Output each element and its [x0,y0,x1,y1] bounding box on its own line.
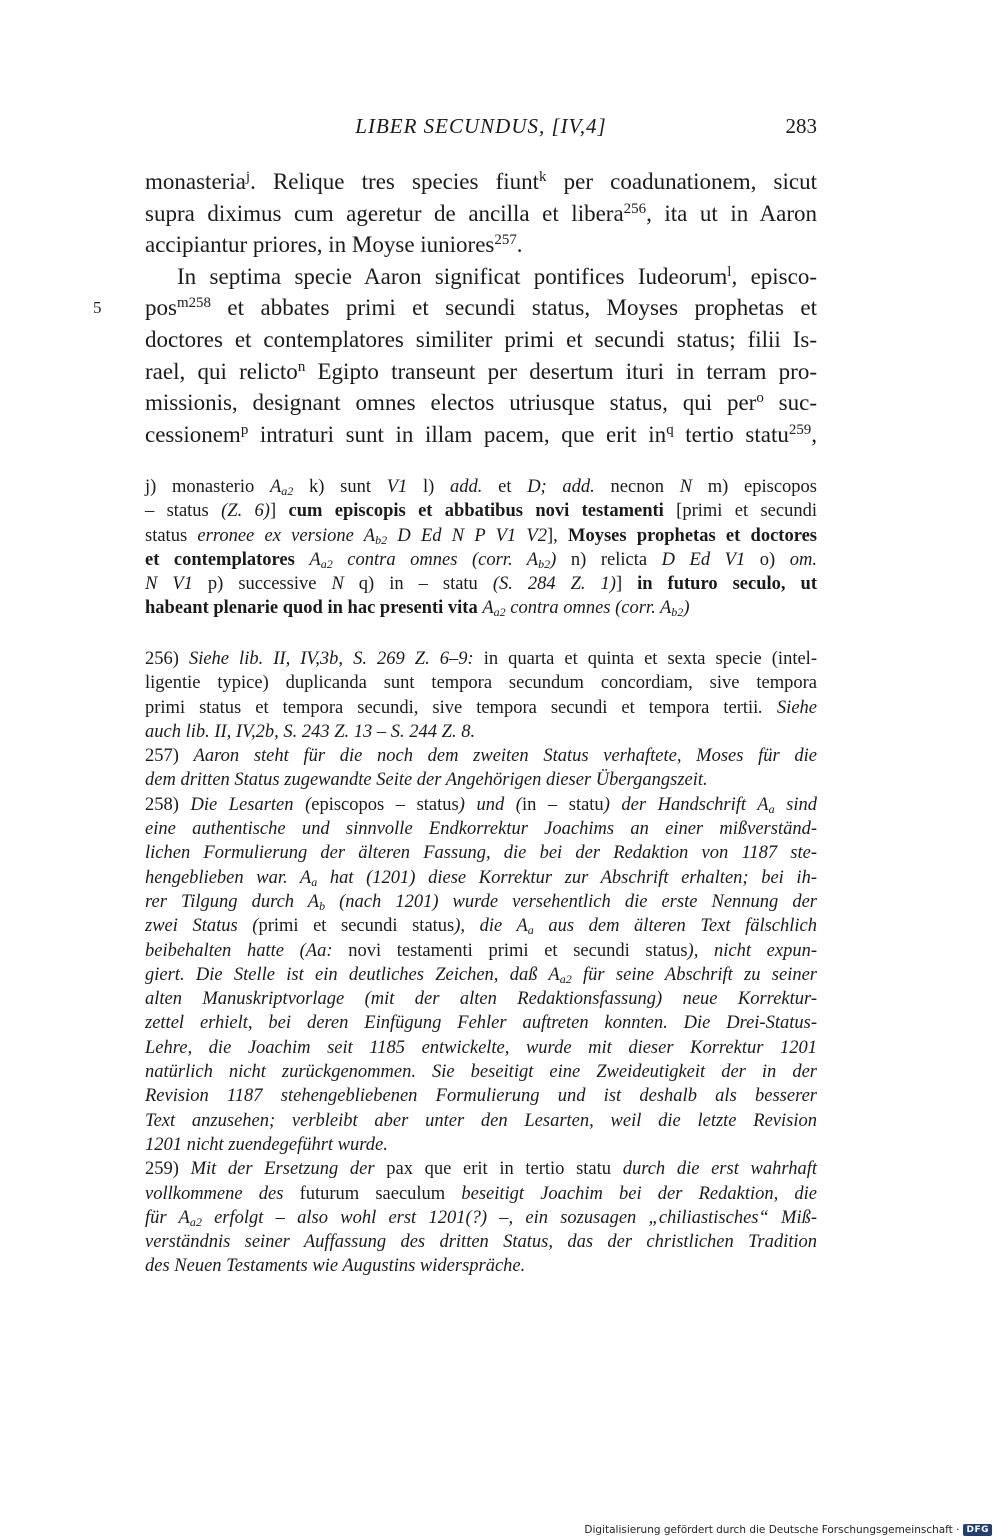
main-text-line [145,229,817,261]
credit-text: Digitalisierung gefördert durch die Deutsche Forschungsgemeinschaft · [584,1524,960,1536]
commentary-line [145,1060,817,1084]
line-number: 5 [93,298,102,317]
text-segment: q [666,421,674,438]
running-title: LIBER SECUNDUS, [IV,4] [355,114,607,138]
text-segment: , ita ut in Aaron [646,200,817,226]
text-segment: j [245,168,251,185]
dfg-logo: DFG [963,1524,992,1536]
text-segment: ], [546,525,569,546]
text-segment: per coadunationem, sicut [546,169,817,194]
text-segment: in futuro seculo, ut [637,574,817,595]
text-segment: 259) [145,1159,191,1180]
text-segment: a2 [189,1214,202,1229]
text-segment: suc- [763,390,817,416]
text-segment: habeant plenarie quod in hac presenti vita [145,598,483,619]
text-segment: futurum saeculum [299,1183,446,1204]
text-segment: supra diximus cum ageretur de ancilla et libera [145,200,624,226]
text-segment: b2 [538,556,551,571]
text-segment: missionis, designant omnes electos utriusque status, qui per [145,390,757,416]
main-text-line [145,419,817,451]
commentary-line [145,647,817,671]
text-segment: a [527,923,534,938]
text-segment: et abbates primi et secundi status, Moyses prophetas et [210,295,817,321]
commentary-line [145,963,817,987]
text-segment: pax que erit in tertio statu [386,1159,612,1180]
text-segment: b2 [375,532,388,547]
commentary-line [145,939,817,963]
text-segment: für seine Abschrift zu seiner [571,964,817,985]
text-segment: contra omnes (corr. A [332,549,539,570]
text-segment: erronee ex versione A [197,525,376,546]
text-segment: A [269,477,282,497]
text-segment: o [756,389,764,406]
text-segment: aus dem älteren Text fälschlich [533,916,818,937]
text-segment: Moyses prophetas et doctores [568,525,817,546]
commentary-line [145,1206,817,1230]
text-segment: ), nicht expun- [687,940,817,961]
commentary-line [145,1157,817,1181]
text-segment: a2 [320,556,333,571]
text-segment: k [539,168,547,185]
text-segment: . [516,232,523,258]
text-segment: monasteria [145,169,246,194]
text-segment: intraturi sunt in illam pacem, que erit in [248,421,667,447]
commentary-line [145,866,817,890]
text-segment: hat (1201) diese Korrektur zur Abschrift erhalten; bei ih- [317,867,817,888]
text-segment: V1 [386,477,408,497]
page-header [145,114,817,144]
text-segment: 257) [145,746,194,767]
commentary-line [145,987,817,1011]
text-segment: pos [145,295,177,321]
text-segment: beseitigt Joachim bei der Redaktion, die [445,1183,817,1204]
text-segment: dem dritten Status zugewandte Seite der Angehörigen dieser Übergangszeit. [145,770,708,791]
text-segment: a [768,801,775,816]
text-segment: et [482,477,528,497]
text-segment: ) und ( [458,794,522,815]
text-segment: ] [615,574,638,595]
text-segment: erfolgt – also wohl erst 1201(?) –, ein sozusagen „chiliastisches“ Miß- [201,1207,817,1228]
text-segment: durch die erst wahrhaft [611,1159,817,1180]
text-segment: k) sunt [293,477,387,497]
text-segment: n) relicta [556,549,662,570]
commentary-line [145,671,817,695]
apparatus-line [145,475,817,499]
text-segment: [primi et secundi [663,501,817,522]
text-segment: Egipto transeunt per desertum ituri in terram pro- [305,358,817,384]
text-segment: necnon [594,477,680,497]
text-segment: , [811,421,817,447]
commentary-line [145,793,817,817]
text-segment: giert. Die Stelle ist ein deutliches Zeichen, daß A [145,964,560,985]
text-segment: sind [774,794,818,815]
text-segment: In septima specie Aaron significat pontifices Iudeorum [177,263,728,289]
text-segment: (nach 1201) wurde versehentlich die erste Nennung der [325,891,817,912]
text-segment: in – statu [521,794,604,815]
text-segment: eine authentische und sinnvolle Endkorrektur Joachims an einer mißverständ- [145,819,817,840]
critical-apparatus [145,475,817,621]
text-segment: D Ed V1 [661,549,746,570]
text-segment: zwei Status ( [145,916,259,937]
commentary-line [145,841,817,865]
text-segment: q) in – statu [343,574,493,595]
text-segment: m258 [176,295,211,312]
text-segment: tertio statu [673,421,789,447]
commentary-line [145,1109,817,1133]
text-segment: in quarta et quinta et sexta specie (intel- [473,649,817,669]
text-segment: Aaron steht für die noch dem zweiten Status verhaftete, Moses für die [193,746,817,767]
commentary-line [145,890,817,914]
text-segment: N [331,574,344,595]
text-segment: add. [450,477,483,497]
commentary-line [145,1084,817,1108]
main-text-line [145,324,817,356]
main-text [145,166,817,450]
text-segment: b2 [671,605,684,620]
text-segment: a [311,874,318,889]
text-segment: N V1 [145,574,193,595]
commentary-line [145,914,817,938]
apparatus-line [145,524,817,548]
text-segment: 258) [145,794,191,815]
commentary-line [145,817,817,841]
text-segment: vollkommene des [145,1183,300,1204]
text-segment: . Relique tres species fiunt [250,169,540,194]
text-segment: a2 [559,971,572,986]
text-segment: ] [269,501,289,522]
text-segment: . Siehe [758,697,817,718]
text-segment: für A [145,1207,190,1228]
apparatus-line [145,499,817,523]
text-segment: auch lib. II, IV,2b, S. 243 Z. 13 – S. 244 Z. 8. [145,721,476,742]
apparatus-line [145,572,817,596]
commentary-line [145,1133,817,1157]
main-text-line [145,198,817,230]
text-segment: contra omnes (corr. A [505,598,672,619]
text-segment: alten Manuskriptvorlage (mit der alten Redaktionsfassung) neue Korrektur- [145,989,817,1010]
text-segment: 257 [494,231,517,248]
main-text-line [145,261,817,293]
text-segment: episcopos – status [311,794,459,815]
apparatus-line [145,596,817,620]
text-segment: beibehalten hatte (Aa: [145,940,349,961]
text-segment: – status [145,501,222,522]
commentary-line [145,720,817,744]
text-segment: rael, qui relicto [145,358,298,384]
text-segment: N [679,477,693,497]
commentary-line [145,1036,817,1060]
text-segment: p [240,421,249,438]
text-segment: hengeblieben war. A [145,867,312,888]
text-segment: primi status et tempora secundi, sive tempora secundi et tempora tertii [145,697,759,718]
text-segment: des Neuen Testaments wie Augustins widerspräche. [145,1256,526,1277]
text-segment: cum episcopis et abbatibus novi testamenti [288,501,664,522]
text-segment: n [297,358,306,375]
text-segment: ) der Handschrift A [603,794,769,815]
text-segment: doctores et contemplatores similiter primi et secundi status; filii Is- [145,326,817,352]
text-segment: j) monasterio [145,477,270,497]
text-segment: novi testamenti primi et secundi status [348,940,688,961]
text-segment: Die Lesarten ( [190,794,312,815]
text-segment: accipiantur priores, in Moyse iuniores [145,232,495,258]
commentary-line [145,1230,817,1254]
commentary-line [145,744,817,768]
text-segment: D Ed N P V1 V2 [387,525,547,546]
text-segment: , episco- [731,263,817,289]
commentary-line [145,1182,817,1206]
text-segment: l [727,263,732,280]
text-segment: ) [683,598,690,619]
commentary-line [145,696,817,720]
text-segment: m) episcopos [692,477,817,497]
text-segment: ) [550,549,557,570]
text-segment: 1201 nicht zuendegeführt wurde. [145,1134,388,1155]
main-text-line [145,166,817,198]
main-text-line [145,292,817,324]
text-segment: 256) [145,649,189,669]
commentary-line [145,768,817,792]
text-segment: rer Tilgung durch A [145,891,320,912]
text-segment: a2 [493,605,506,620]
commentary-notes [145,647,817,1279]
text-segment: A [309,549,321,570]
text-segment: l) [407,477,451,497]
text-segment: Revision 1187 stehengebliebenen Formulierung und ist deshalb als besserer [145,1086,817,1107]
commentary-line [145,1254,817,1278]
commentary-line [145,1011,817,1035]
text-segment: verständnis seiner Auffassung des dritten Status, das der christlichen Tradition [145,1232,817,1253]
text-segment: cessionem [145,421,241,447]
text-segment: Lehre, die Joachim seit 1185 entwickelte, wurde mit dieser Korrektur 1201 [145,1037,817,1058]
text-segment: primi et secundi status [258,916,455,937]
text-segment: et contemplatores [145,549,310,570]
page-number: 283 [785,114,817,138]
text-segment: A [482,598,494,619]
text-segment: D; add. [527,477,595,497]
text-segment: status [145,525,198,546]
text-segment: (S. 284 Z. 1) [492,574,616,595]
text-segment: zettel erhielt, bei deren Einfügung Fehler auftreten konnten. Die Drei-Status- [145,1013,817,1034]
main-text-line [145,356,817,388]
main-text-line [145,387,817,419]
text-segment: o) [745,549,790,570]
text-segment: Siehe lib. II, IV,3b, S. 269 Z. 6–9: [188,649,474,669]
text-segment: b [319,898,326,913]
text-segment: a2 [281,484,294,498]
footer-credit [584,1524,992,1536]
text-segment: ligentie typice) duplicanda sunt tempora secundum concordiam, sive tempora [145,673,817,694]
text-segment: Mit der Ersetzung der [190,1159,387,1180]
text-segment: natürlich nicht zurückgenommen. Sie beseitigt eine Zweideutigkeit der in der [145,1062,817,1083]
text-segment: om. [789,549,818,570]
text-segment: lichen Formulierung der älteren Fassung, die bei der Redaktion von 1187 ste- [145,843,817,864]
text-segment: ), die A [454,916,528,937]
text-segment: p) successive [192,574,332,595]
text-segment: 259 [788,421,812,438]
text-segment: (Z. 6) [221,501,270,522]
text-segment: Text anzusehen; verbleibt aber unter den Lesarten, weil die letzte Revision [145,1110,817,1131]
apparatus-line [145,548,817,572]
text-segment: 256 [623,200,647,217]
